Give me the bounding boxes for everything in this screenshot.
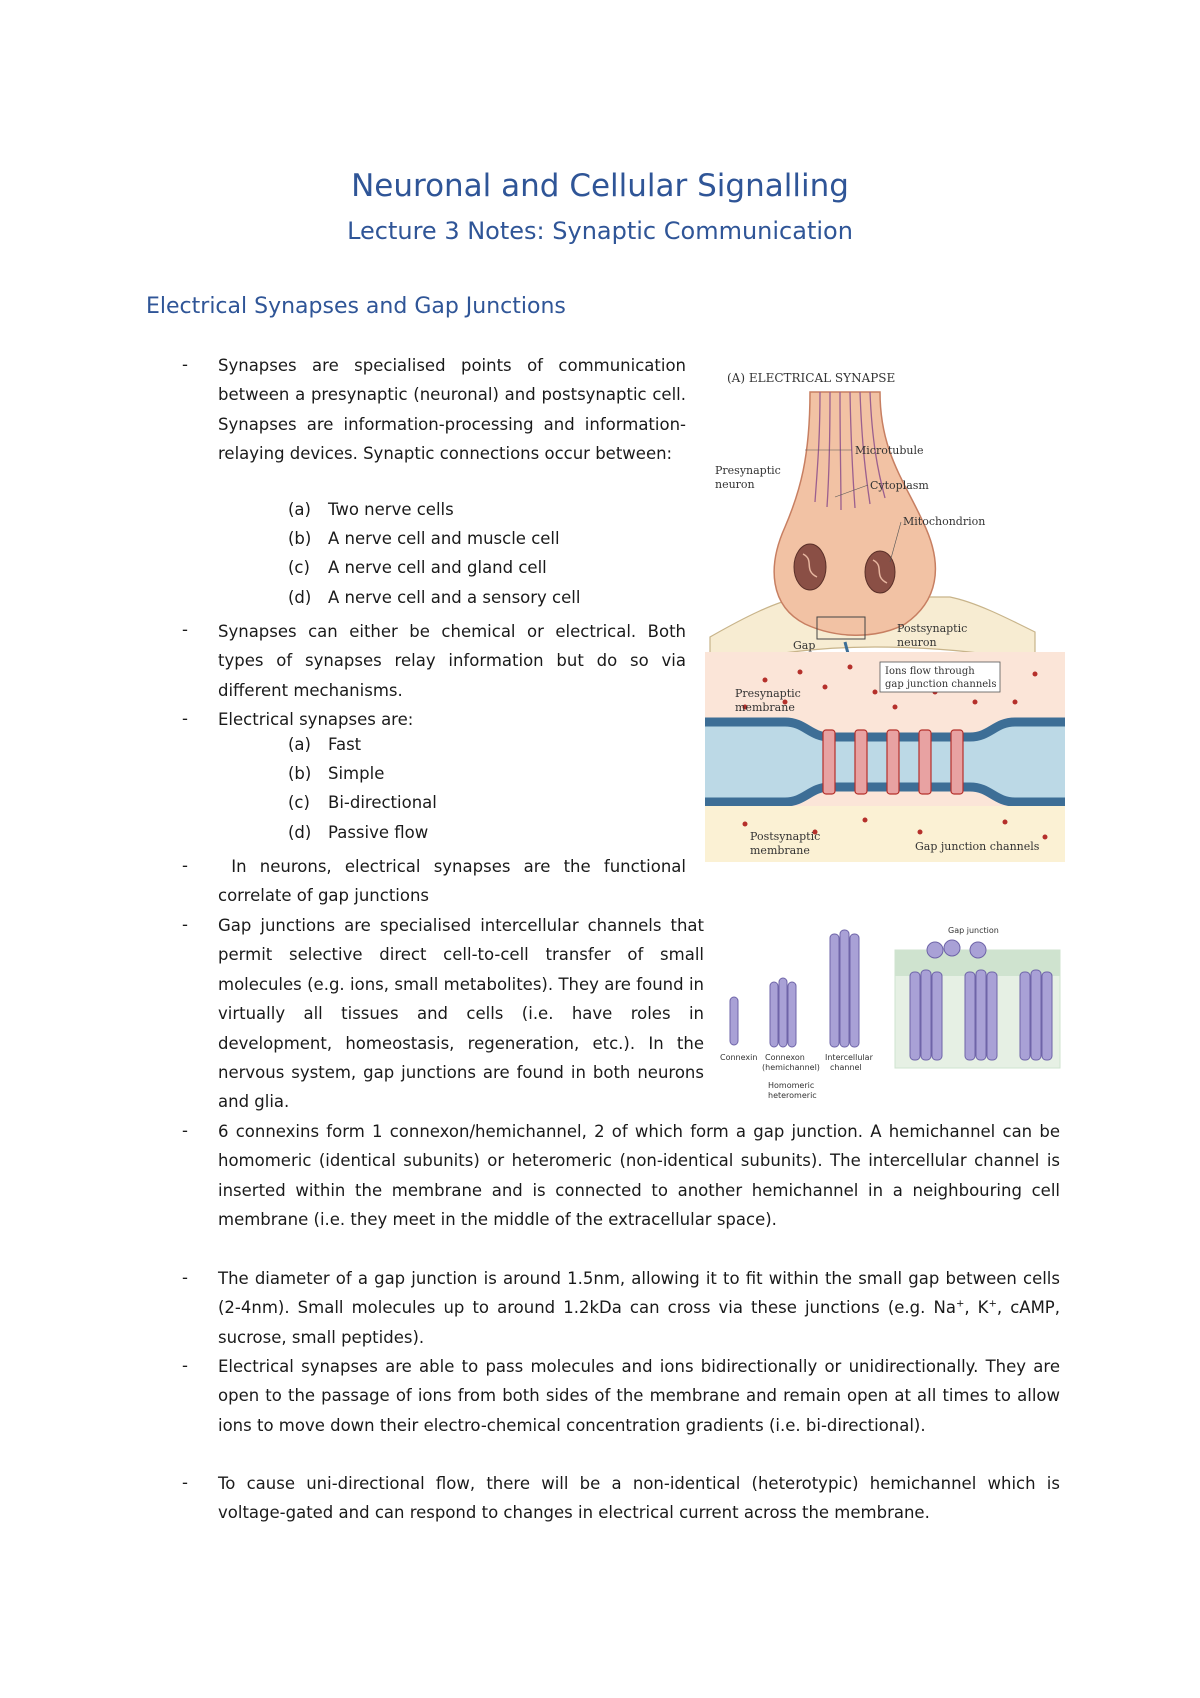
label-cytoplasm: Cytoplasm xyxy=(870,479,929,492)
document-title: Neuronal and Cellular Signalling xyxy=(351,168,849,204)
bullet-text: Electrical synapses are able to pass molecules and ions bidirectionally or unidirectionally. They are open to the passage of ions from both sides of the membrane and remain open at all times to allow ions to move down their electro-chemical concentration gradients (i.e. bi-directional). xyxy=(218,1357,1060,1435)
list-item-label: (d) xyxy=(288,823,312,842)
bullet-text-tail: (e.g. Na xyxy=(887,1298,956,1318)
label-presynaptic-membrane: Presynaptic xyxy=(735,687,801,700)
list-item-label: (b) xyxy=(288,529,312,548)
label-ions-flow: Ions flow through xyxy=(885,666,975,677)
list-item-text: Bi-directional xyxy=(328,793,437,812)
label-connexin: Connexin xyxy=(720,1053,758,1062)
list-item-label: (b) xyxy=(288,764,312,783)
bullet-text: Electrical synapses are: xyxy=(218,710,414,729)
connexin-structure-figure xyxy=(720,922,1065,1102)
label-presynaptic-neuron: Presynaptic xyxy=(715,464,781,477)
list-item-label: (d) xyxy=(288,588,312,607)
label-postsynaptic-neuron: neuron xyxy=(897,636,937,649)
document-subtitle: Lecture 3 Notes: Synaptic Communication xyxy=(347,217,853,245)
superscript-plus: + xyxy=(988,1298,997,1310)
label-microtubule: Microtubule xyxy=(855,444,924,457)
list-item-text: Fast xyxy=(328,735,362,754)
list-item xyxy=(288,500,454,519)
list-item xyxy=(288,793,437,812)
label-presynaptic-membrane: membrane xyxy=(735,701,795,714)
label-heteromeric: heteromeric xyxy=(768,1091,817,1100)
bullet-marker: - xyxy=(182,620,188,639)
list-item-text: A nerve cell and gland cell xyxy=(328,558,547,577)
label-ions-flow: gap junction channels xyxy=(885,679,997,690)
bullet-marker: - xyxy=(182,856,188,875)
list-item-label: (a) xyxy=(288,735,311,754)
electrical-synapse-figure xyxy=(705,362,1065,872)
bullet-marker: - xyxy=(182,709,188,728)
label-hemichannel: (hemichannel) xyxy=(762,1063,820,1072)
list-item-text: Simple xyxy=(328,764,385,783)
bullet-marker: - xyxy=(182,355,188,374)
label-gap-junction: Gap xyxy=(793,639,816,652)
bullet-marker: - xyxy=(182,915,188,934)
connexon-icon xyxy=(770,978,796,1047)
label-presynaptic-neuron: neuron xyxy=(715,478,755,491)
list-item xyxy=(288,529,560,548)
list-item-text: Passive flow xyxy=(328,823,429,842)
bullet-text: In neurons, electrical synapses are the functional correlate of gap junctions xyxy=(218,857,692,906)
label-mitochondrion: Mitochondrion xyxy=(903,515,986,528)
label-gap-junction-channels: Gap junction channels xyxy=(915,840,1040,853)
figure-title: (A) ELECTRICAL SYNAPSE xyxy=(727,371,896,385)
list-item-text: A nerve cell and muscle cell xyxy=(328,529,560,548)
section-heading: Electrical Synapses and Gap Junctions xyxy=(146,294,566,319)
list-item xyxy=(288,735,361,754)
bullet-paragraph xyxy=(218,1264,1060,1352)
label-postsynaptic-membrane: membrane xyxy=(750,844,810,857)
bullet-text: Synapses are specialised points of communication between a presynaptic (neuronal) and postsynaptic cell. Synapses are information-processing and information-relaying devices. Synaptic connections occur between: xyxy=(218,356,686,464)
bullet-marker: - xyxy=(182,1268,188,1287)
superscript-plus: + xyxy=(955,1298,965,1310)
connexin-icon xyxy=(730,997,738,1045)
list-item-label: (c) xyxy=(288,558,310,577)
label-homomeric: Homomeric xyxy=(768,1081,815,1090)
label-postsynaptic-membrane: Postsynaptic xyxy=(750,830,821,843)
list-item xyxy=(288,558,547,577)
list-item xyxy=(288,823,428,842)
label-intercellular-channel: Intercellular xyxy=(825,1053,873,1062)
label-gap-junction: Gap junction xyxy=(948,926,999,935)
bullet-text-tail: , cAMP, sucrose, small peptides). xyxy=(218,1298,1060,1347)
bullet-marker: - xyxy=(182,1473,188,1492)
label-postsynaptic-neuron: Postsynaptic xyxy=(897,622,968,635)
bullet-text: Synapses can either be chemical or electrical. Both types of synapses relay information but do so via different mechanisms. xyxy=(218,622,686,700)
list-item-text: A nerve cell and a sensory cell xyxy=(328,588,581,607)
label-intercellular-channel: channel xyxy=(830,1063,862,1072)
intercellular-channel-icon xyxy=(830,930,859,1047)
list-item xyxy=(288,764,384,783)
list-item-label: (c) xyxy=(288,793,310,812)
bullet-text: The diameter of a gap junction is around 1.5nm, allowing it to fit within the small gap between cells (2-4nm). Small molecules up to around 1.2kDa can cross via these junctions xyxy=(218,1269,1060,1318)
bullet-text-tail: , K xyxy=(964,1298,989,1318)
list-item-label: (a) xyxy=(288,500,311,519)
list-item xyxy=(288,588,580,607)
bullet-text: Gap junctions are specialised intercellular channels that permit selective direct cell-to-cell transfer of small molecules (e.g. ions, small metabolites). They are found in virtually all tissues and cells (i.e. have roles in development, homeostasis, regeneration, etc.). In the nervous system, gap junctions are found in both neurons and glia. xyxy=(218,916,704,1112)
bullet-marker: - xyxy=(182,1356,188,1375)
bullet-text: 6 connexins form 1 connexon/hemichannel, 2 of which form a gap junction. A hemichannel can be homomeric (identical subunits) or heteromeric (non-identical subunits). The intercellular channel is inserted within the membrane and is connected to another hemichannel in a neighbouring cell membrane (i.e. they meet in the middle of the extracellular space). xyxy=(218,1122,1060,1230)
list-item-text: Two nerve cells xyxy=(328,500,454,519)
label-connexon: Connexon xyxy=(765,1053,805,1062)
bullet-marker: - xyxy=(182,1121,188,1140)
bullet-text: To cause uni-directional flow, there will be a non-identical (heterotypic) hemichannel which is voltage-gated and can respond to changes in electrical current across the membrane. xyxy=(218,1474,1060,1523)
